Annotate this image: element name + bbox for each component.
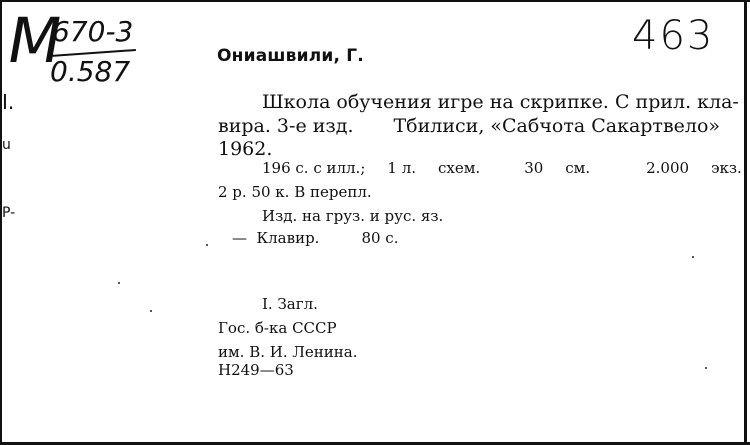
shelf-mark-bottom: 0.587 bbox=[50, 55, 131, 88]
scan-speck bbox=[118, 282, 120, 284]
title-line bbox=[218, 114, 720, 138]
edition-statement: вира. 3-е изд. bbox=[218, 115, 354, 137]
scan-speck bbox=[705, 367, 707, 369]
publisher-place: Тбилиси, «Сабчота Сакартвело» bbox=[393, 115, 721, 137]
collation-schemes: схем. bbox=[438, 159, 481, 177]
tracing-line: Гос. б-ка СССР bbox=[218, 319, 337, 337]
language-note: Изд. на груз. и рус. яз. bbox=[262, 207, 444, 225]
scan-speck bbox=[692, 256, 694, 258]
edge-mark: u bbox=[2, 137, 11, 153]
title-line: Школа обучения игре на скрипке. С прил. кла- bbox=[262, 91, 739, 113]
supplement-dash: — bbox=[232, 229, 247, 247]
collation-leaves: 1 л. bbox=[387, 159, 416, 177]
edge-mark: P- bbox=[2, 205, 16, 221]
collation-size: 30 bbox=[524, 159, 544, 177]
collation-line bbox=[262, 158, 742, 178]
card-border-right bbox=[744, 0, 747, 445]
author-heading: Ониашвили, Г. bbox=[217, 46, 364, 66]
publication-year: 1962. bbox=[218, 138, 273, 160]
edge-mark: I. bbox=[2, 90, 15, 114]
card-border-top bbox=[0, 0, 750, 2]
collation-pages: 196 с. с илл.; bbox=[262, 159, 366, 177]
collation-copies: 2.000 bbox=[646, 159, 690, 177]
supplement-title: Клавир. bbox=[256, 229, 320, 247]
inventory-number: 463 bbox=[632, 13, 715, 59]
scan-speck bbox=[206, 244, 208, 246]
shelf-mark-letter: M bbox=[1, 4, 67, 77]
collation-copies-unit: экз. bbox=[711, 159, 742, 177]
supplement-pages: 80 с. bbox=[361, 229, 399, 247]
shelf-mark-top: 670-3 bbox=[52, 15, 134, 48]
collation-size-unit: см. bbox=[565, 159, 591, 177]
card-border-left bbox=[0, 0, 2, 445]
tracing-line: I. Загл. bbox=[262, 295, 318, 313]
price-line: 2 р. 50 к. В перепл. bbox=[218, 183, 372, 201]
card-number: Н249—63 bbox=[218, 361, 294, 379]
tracing-line: им. В. И. Ленина. bbox=[218, 343, 358, 361]
supplement-note bbox=[232, 228, 398, 248]
scan-speck bbox=[150, 310, 152, 312]
